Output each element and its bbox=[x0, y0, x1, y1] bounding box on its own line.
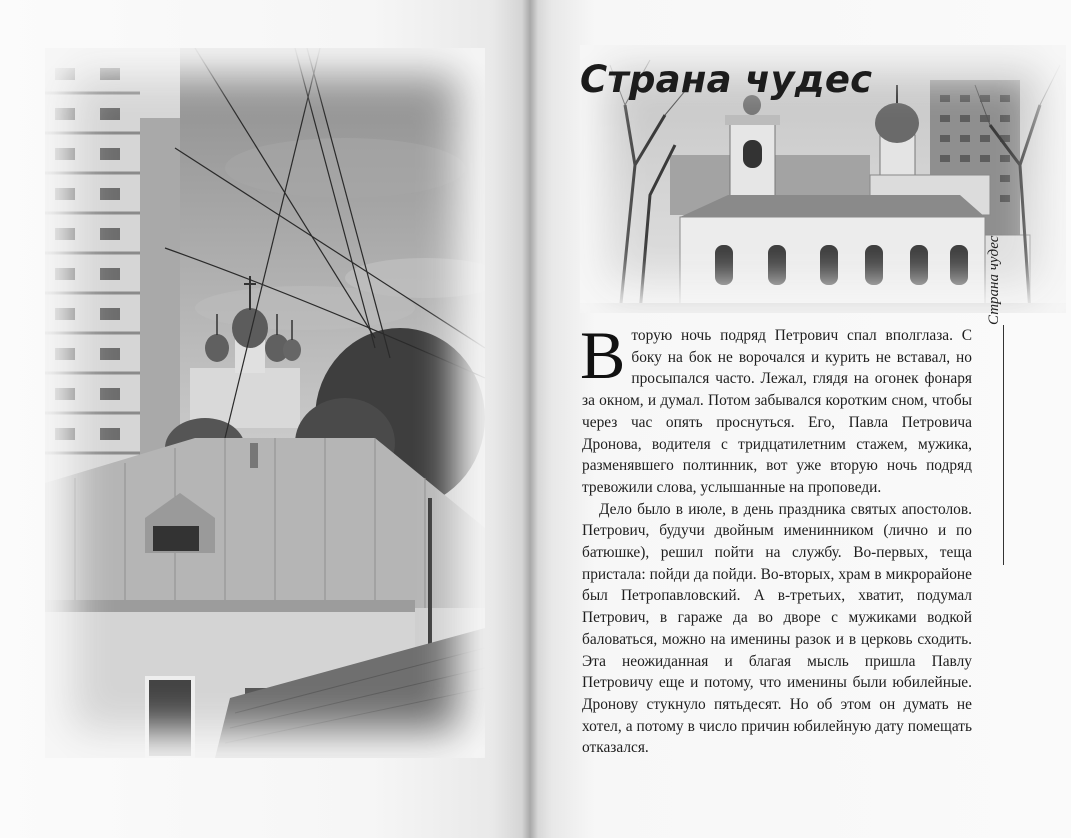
paragraph-1-text: торую ночь подряд Петрович спал вполглаза. С боку на бок не ворочался и курить не вставал, но просыпался часто. Лежал, глядя на огонек фонаря за окном, и думал. Потом забывался коротким сном, чтобы через час опять проснуться. Его, Павла Петровича Дронова, водителя с тридцатилетним стажем, мужика, разменявшего полтинник, вот уже вторую ночь подряд тревожили слова, услышанные на проповеди. bbox=[582, 327, 972, 496]
running-head bbox=[986, 235, 1028, 565]
body-text bbox=[580, 317, 972, 759]
right-page bbox=[530, 0, 1071, 838]
chapter-title: Страна чудес bbox=[580, 58, 873, 101]
left-photo-church-and-highrise bbox=[45, 48, 485, 758]
drop-cap: В bbox=[580, 317, 626, 393]
book-gutter bbox=[522, 0, 538, 838]
left-page bbox=[0, 0, 530, 838]
paragraph-1 bbox=[580, 317, 972, 499]
running-head-text: Страна чудес bbox=[986, 235, 1002, 325]
paragraph-2: Дело было в июле, в день праздника святых апостолов. Петрович, будучи двойным именинником (лично и по батюшке), решил пойти на службу. Во-первых, теща пристала: пойди да пойди. Во-вторых, храм в микрорайоне был Петропавловский. А в-третьих, хватит, подумал Петрович, в гараже да во дворе с мужиками водкой баловаться, можно на именины разок и в церковь сходить. Эта неожиданная и благая мысль пришла Павлу Петровичу еще и потому, что именины были юбилейные. Дронову стукнуло пятьдесят. Но об этом он думать не хотел, а потому в число причин юбилейную дату помещать отказался. bbox=[582, 500, 972, 757]
